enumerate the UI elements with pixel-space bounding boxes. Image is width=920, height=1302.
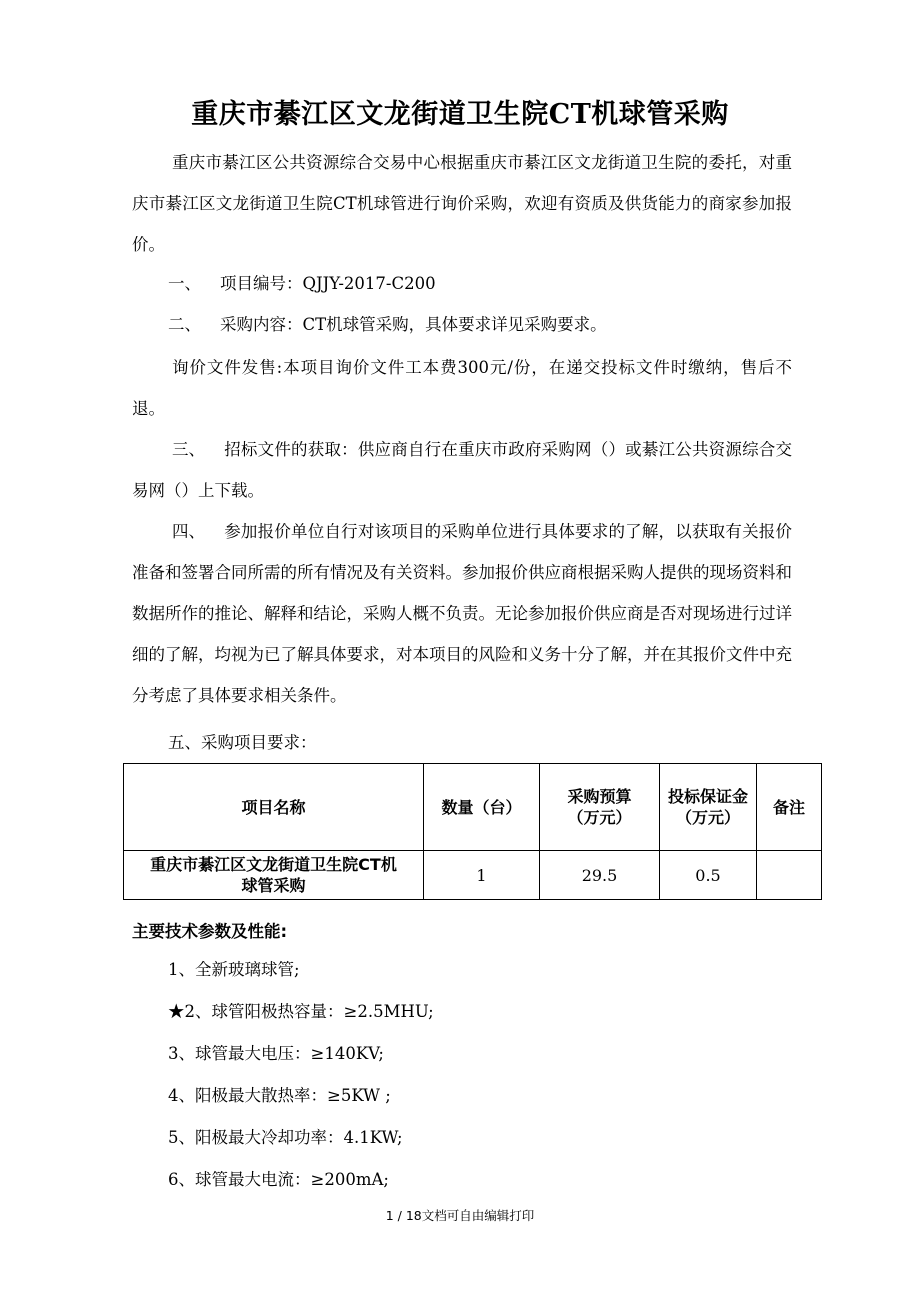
procurement-table <box>123 763 822 900</box>
spec-item: 5、阳极最大冷却功率：4.1KW; <box>168 1128 403 1147</box>
page-footer: 1 / 18文档可自由编辑打印 <box>385 1208 535 1223</box>
tech-heading: 主要技术参数及性能: <box>132 922 288 941</box>
header-deposit: 投标保证金（万元） <box>660 764 757 851</box>
section-1-number: 一、 <box>168 274 201 293</box>
header-project-name: 项目名称 <box>124 764 424 851</box>
cell-project-name: 重庆市綦江区文龙街道卫生院CT机球管采购 <box>124 851 424 900</box>
section-1-text: 项目编号：QJJY-2017-C200 <box>220 274 436 293</box>
cell-quantity: 1 <box>424 851 540 900</box>
header-quantity: 数量（台） <box>424 764 540 851</box>
section-2 <box>168 315 607 335</box>
fee-paragraph: 询价文件发售:本项目询价文件工本费300元/份，在递交投标文件时缴纳，售后不退。 <box>132 358 792 418</box>
intro-paragraph: 重庆市綦江区公共资源综合交易中心根据重庆市綦江区文龙街道卫生院的委托，对重庆市綦江区文龙街道卫生院CT机球管进行询价采购，欢迎有资质及供货能力的商家参加报价。 <box>132 153 792 254</box>
section-5-heading: 五、采购项目要求： <box>168 733 317 752</box>
spec-item: 3、球管最大电压：≥140KV; <box>168 1044 384 1063</box>
section-4 <box>132 511 792 716</box>
section-3-text: 招标文件的获取：供应商自行在重庆市政府采购网（）或綦江公共资源综合交易网（）上下载。 <box>132 440 792 500</box>
cell-deposit: 0.5 <box>660 851 757 900</box>
section-2-text: 采购内容：CT机球管采购，具体要求详见采购要求。 <box>220 315 607 334</box>
table-header-row <box>124 764 822 851</box>
section-2-number: 二、 <box>168 315 201 334</box>
section-3 <box>132 429 792 511</box>
header-remarks: 备注 <box>757 764 822 851</box>
section-4-text: 参加报价单位自行对该项目的采购单位进行具体要求的了解，以获取有关报价准备和签署合同所需的所有情况及有关资料。参加报价供应商根据采购人提供的现场资料和数据所作的推论、解释和结论，采购人概不负责。无论参加报价供应商是否对现场进行过详细的了解，均视为已了解具体要求，对本项目的风险和义务十分了解，并在其报价文件中充分考虑了具体要求相关条件。 <box>132 522 792 705</box>
section-3-number: 三、 <box>172 440 205 459</box>
table-row <box>124 851 822 900</box>
cell-remarks <box>757 851 822 900</box>
section-4-number: 四、 <box>172 522 205 541</box>
cell-budget: 29.5 <box>540 851 660 900</box>
spec-item: 6、球管最大电流：≥200mA; <box>168 1170 389 1189</box>
spec-item: 1、全新玻璃球管; <box>168 960 300 979</box>
section-1 <box>168 274 436 294</box>
document-title: 重庆市綦江区文龙街道卫生院CT机球管采购 <box>191 99 729 130</box>
spec-item: 4、阳极最大散热率：≥5KW ; <box>168 1086 391 1105</box>
header-budget: 采购预算（万元） <box>540 764 660 851</box>
spec-item: ★2、球管阳极热容量：≥2.5MHU; <box>168 1002 434 1021</box>
